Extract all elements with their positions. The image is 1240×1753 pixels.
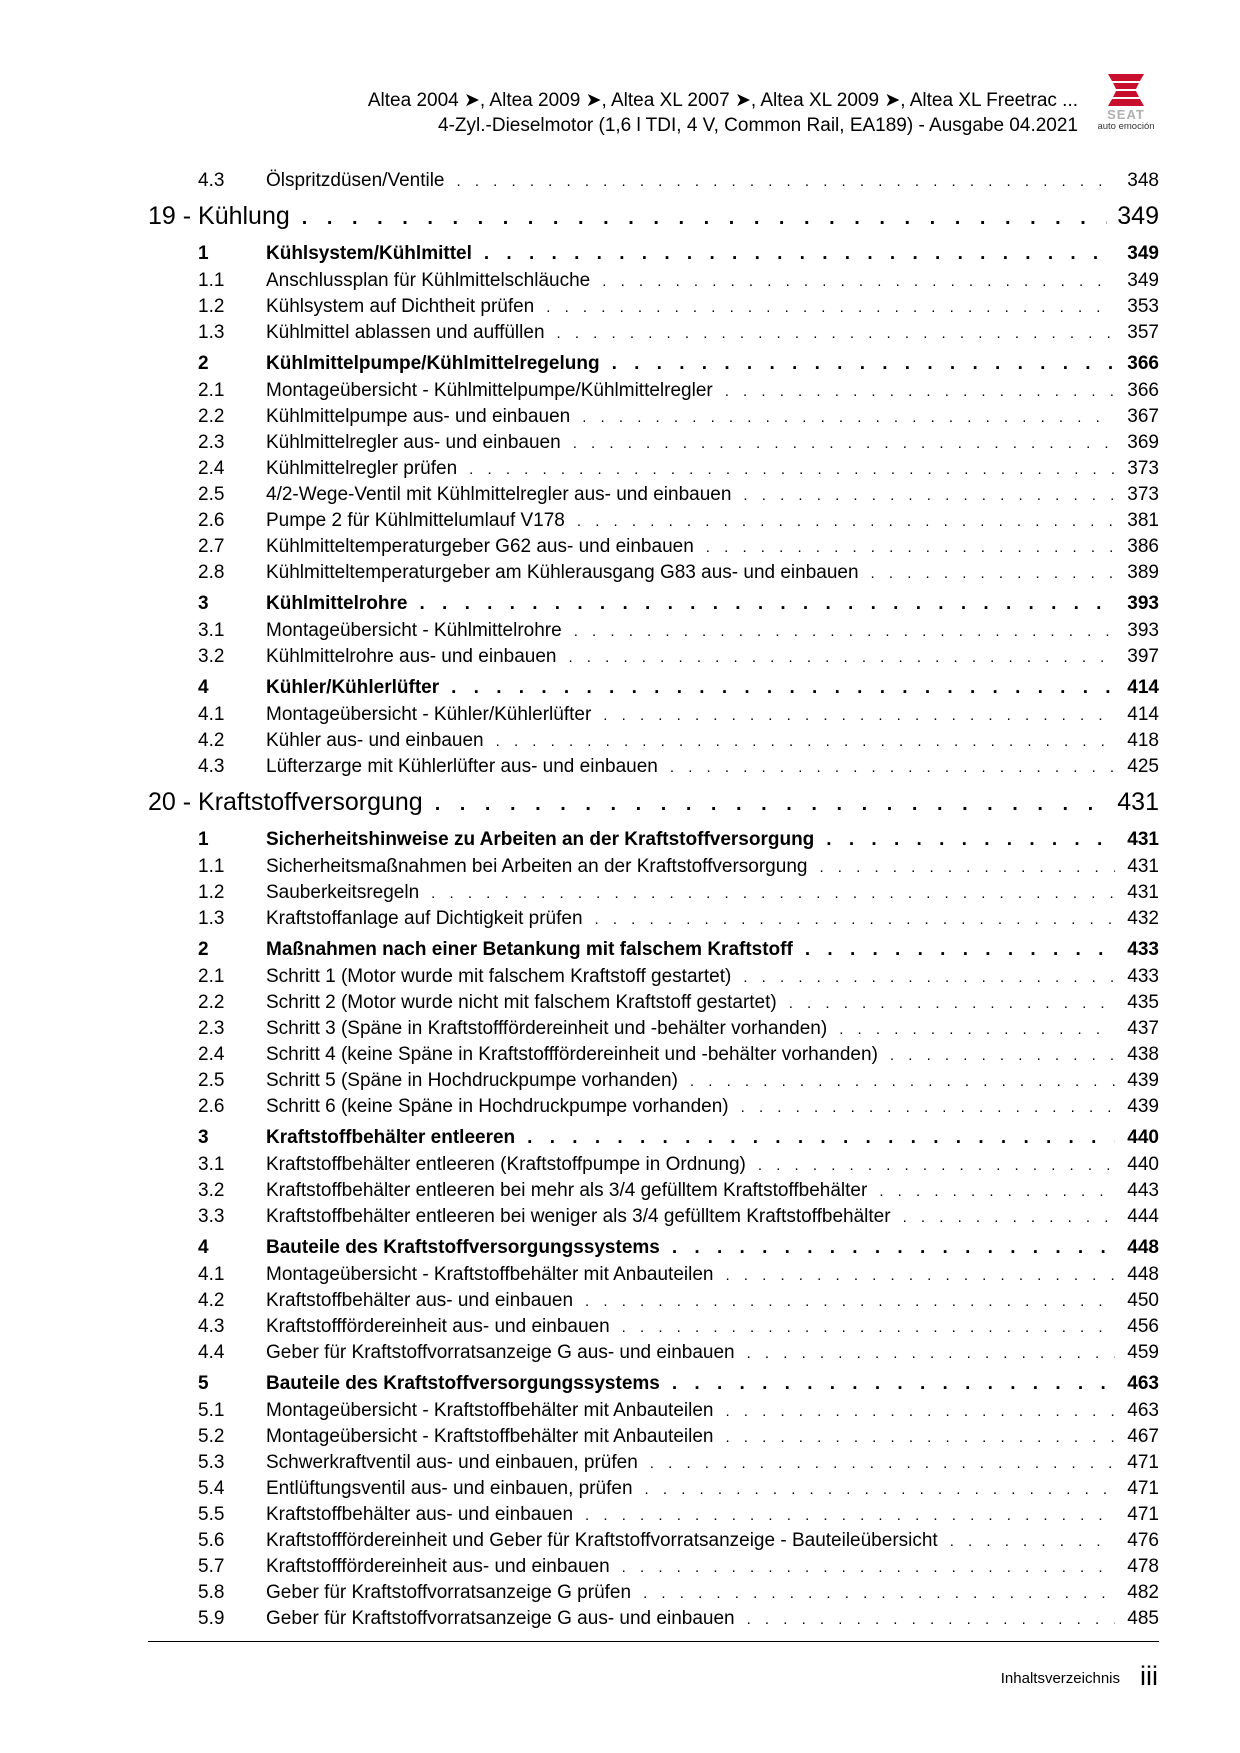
toc-chapter[interactable]: [148, 788, 1159, 824]
toc-entry[interactable]: [148, 406, 1159, 432]
dot-leader: [690, 1073, 1115, 1090]
toc-entry[interactable]: [148, 908, 1159, 934]
toc-entry-page: 444: [1127, 1206, 1159, 1227]
toc-entry[interactable]: [148, 1154, 1159, 1180]
toc-entry-page: 456: [1127, 1316, 1159, 1337]
dot-leader: [819, 859, 1115, 876]
toc-entry-page: 450: [1127, 1290, 1159, 1311]
toc-entry-title: Montageübersicht - Kühlmittelrohre: [266, 620, 562, 641]
toc-entry-number: 1.3: [198, 322, 225, 343]
toc-entry-page: 463: [1127, 1400, 1159, 1421]
toc-entry-title: Schritt 3 (Späne in Kraftstofffördereinheit und -behälter vorhanden): [266, 1018, 828, 1039]
dot-leader: [747, 1611, 1115, 1628]
dot-leader: [706, 539, 1115, 556]
toc-entry-page: 349: [1117, 202, 1159, 230]
toc-entry-number: 5.3: [198, 1452, 225, 1473]
dot-leader: [302, 207, 1108, 230]
toc-entry-title: Montageübersicht - Kühlmittelpumpe/Kühlmittelregler: [266, 380, 713, 401]
seat-logo-icon: [1094, 72, 1158, 108]
toc-section[interactable]: [148, 677, 1159, 704]
dot-leader: [577, 513, 1115, 530]
toc-entry[interactable]: [148, 270, 1159, 296]
toc-entry-title: Kühlmittelregler aus- und einbauen: [266, 432, 561, 453]
toc-entry-page: 471: [1127, 1504, 1159, 1525]
toc-entry-title: Kühlmittelrohre: [266, 593, 408, 614]
dot-leader: [595, 911, 1115, 928]
toc-entry-number: 4.2: [198, 730, 225, 751]
toc-entry-title: 4/2-Wege-Ventil mit Kühlmittelregler aus- und einbauen: [266, 484, 732, 505]
toc-entry-title: Kühlmitteltemperaturgeber am Kühlerausgang G83 aus- und einbauen: [266, 562, 859, 583]
toc-entry-title: Geber für Kraftstoffvorratsanzeige G prüfen: [266, 1582, 632, 1603]
toc-entry-number: 3.2: [198, 1180, 225, 1201]
toc-entry[interactable]: [148, 380, 1159, 406]
toc-entry-number: 2.2: [198, 406, 225, 427]
toc-entry-number: 2.3: [198, 432, 225, 453]
toc-entry-number: 3: [198, 593, 209, 614]
dot-leader: [585, 1293, 1115, 1310]
toc-entry[interactable]: [148, 1426, 1159, 1452]
toc-entry-title: Kraftstoffanlage auf Dichtigkeit prüfen: [266, 908, 583, 929]
toc-entry-title: Montageübersicht - Kraftstoffbehälter mit Anbauteilen: [266, 1400, 714, 1421]
toc-entry[interactable]: [148, 1070, 1159, 1096]
toc-entry-number: 2.6: [198, 510, 225, 531]
toc-entry-number: 5.2: [198, 1426, 225, 1447]
toc-entry[interactable]: [148, 646, 1159, 672]
toc-entry-title: Schritt 2 (Motor wurde nicht mit falschem Kraftstoff gestartet): [266, 992, 777, 1013]
toc-entry[interactable]: [148, 322, 1159, 348]
toc-entry-page: 437: [1127, 1018, 1159, 1039]
dot-leader: [890, 1047, 1115, 1064]
toc-entry-title: Schritt 1 (Motor wurde mit falschem Kraftstoff gestartet): [266, 966, 732, 987]
dot-leader: [622, 1319, 1115, 1336]
toc-entry-number: 2.5: [198, 484, 225, 505]
dot-leader: [743, 969, 1115, 986]
dot-leader: [612, 353, 1115, 375]
dot-leader: [574, 623, 1115, 640]
toc-entry-page: 386: [1127, 536, 1159, 557]
dot-leader: [725, 1429, 1115, 1446]
toc-entry[interactable]: [148, 1452, 1159, 1478]
header-line-2: 4-Zyl.-Dieselmotor (1,6 l TDI, 4 V, Common Rail, EA189) - Ausgabe 04.2021: [438, 115, 1078, 136]
toc-entry-title: Kraftstoffbehälter entleeren bei mehr als 3/4 gefülltem Kraftstoffbehälter: [266, 1180, 868, 1201]
toc-entry-number: 1.1: [198, 270, 225, 291]
toc-entry-number: 1.2: [198, 296, 225, 317]
toc-entry-title: Pumpe 2 für Kühlmittelumlauf V178: [266, 510, 565, 531]
toc-entry-number: 2.5: [198, 1070, 225, 1091]
toc-section[interactable]: [148, 243, 1159, 270]
toc-entry-page: 369: [1127, 432, 1159, 453]
toc-entry[interactable]: [148, 1290, 1159, 1316]
dot-leader: [527, 1127, 1115, 1149]
toc-entry-number: 2.4: [198, 1044, 225, 1065]
toc-entry-page: 414: [1127, 704, 1159, 725]
toc-entry-number: 2: [198, 353, 209, 374]
toc-entry-title: Schritt 5 (Späne in Hochdruckpumpe vorhanden): [266, 1070, 678, 1091]
toc-entry-page: 389: [1127, 562, 1159, 583]
toc-entry-title: Kraftstoffbehälter aus- und einbauen: [266, 1290, 574, 1311]
toc-entry-page: 393: [1127, 593, 1159, 614]
toc-entry-number: 2.3: [198, 1018, 225, 1039]
dot-leader: [568, 649, 1115, 666]
toc-entry-page: 381: [1127, 510, 1159, 531]
toc-entry[interactable]: [148, 1342, 1159, 1368]
toc-entry-page: 431: [1127, 882, 1159, 903]
dot-leader: [650, 1455, 1115, 1472]
toc-entry-page: 463: [1127, 1373, 1159, 1394]
toc-entry-page: 467: [1127, 1426, 1159, 1447]
toc-entry-page: 439: [1127, 1096, 1159, 1117]
header-text: [368, 88, 1078, 138]
toc-entry-number: 2.4: [198, 458, 225, 479]
toc-entry-number: 3: [198, 1127, 209, 1148]
toc-entry-title: Kraftstoffbehälter entleeren (Kraftstoffpumpe in Ordnung): [266, 1154, 746, 1175]
page-header: [0, 62, 1240, 142]
toc-entry[interactable]: [148, 856, 1159, 882]
toc-entry-title: Kraftstoffbehälter entleeren bei weniger als 3/4 gefülltem Kraftstoffbehälter: [266, 1206, 891, 1227]
dot-leader: [725, 383, 1115, 400]
toc-entry-page: 348: [1127, 170, 1159, 191]
toc-entry-title: Kühler/Kühlerlüfter: [266, 677, 440, 698]
toc-entry-page: 397: [1127, 646, 1159, 667]
toc-entry[interactable]: [148, 458, 1159, 484]
toc-entry-title: Kühlmittelregler prüfen: [266, 458, 458, 479]
dot-leader: [435, 793, 1108, 816]
toc-entry-number: 5.1: [198, 1400, 225, 1421]
toc-entry-page: 433: [1127, 939, 1159, 960]
toc-entry-page: 432: [1127, 908, 1159, 929]
toc-entry-number: 1.2: [198, 882, 225, 903]
dot-leader: [557, 325, 1115, 342]
toc-entry-title: Kühlmittelpumpe aus- und einbauen: [266, 406, 571, 427]
toc-section[interactable]: [148, 1127, 1159, 1154]
toc-entry[interactable]: [148, 756, 1159, 782]
toc-entry-number: 1: [198, 829, 209, 850]
toc-entry-page: 366: [1127, 353, 1159, 374]
toc-entry[interactable]: [148, 296, 1159, 322]
dot-leader: [871, 565, 1115, 582]
toc-entry-title: 20 - Kraftstoffversorgung: [148, 788, 423, 816]
toc-entry-page: 438: [1127, 1044, 1159, 1065]
dot-leader: [839, 1021, 1115, 1038]
dot-leader: [602, 273, 1115, 290]
toc-entry-title: Montageübersicht - Kühler/Kühlerlüfter: [266, 704, 592, 725]
toc-entry-title: Lüfterzarge mit Kühlerlüfter aus- und einbauen: [266, 756, 658, 777]
toc-entry-number: 2.6: [198, 1096, 225, 1117]
toc-entry[interactable]: [148, 1582, 1159, 1608]
toc-entry-page: 440: [1127, 1127, 1159, 1148]
toc-entry[interactable]: [148, 1400, 1159, 1426]
dot-leader: [725, 1267, 1115, 1284]
toc-entry-number: 2: [198, 939, 209, 960]
toc-entry[interactable]: [148, 966, 1159, 992]
toc-entry-number: 4.3: [198, 170, 225, 191]
toc-entry-title: Bauteile des Kraftstoffversorgungssystems: [266, 1373, 660, 1394]
toc-entry[interactable]: [148, 1556, 1159, 1582]
toc-entry-title: Sauberkeitsregeln: [266, 882, 420, 903]
toc-entry-page: 431: [1127, 856, 1159, 877]
toc-entry[interactable]: [148, 510, 1159, 536]
toc-entry-page: 448: [1127, 1264, 1159, 1285]
dot-leader: [496, 733, 1115, 750]
toc-entry-title: Montageübersicht - Kraftstoffbehälter mit Anbauteilen: [266, 1264, 714, 1285]
toc-entry[interactable]: [148, 1316, 1159, 1342]
toc-entry-title: Kühlsystem/Kühlmittel: [266, 243, 472, 264]
toc-entry-page: 439: [1127, 1070, 1159, 1091]
dot-leader: [582, 409, 1115, 426]
toc-entry[interactable]: [148, 1206, 1159, 1232]
header-line-1: Altea 2004 ➤, Altea 2009 ➤, Altea XL 2007 ➤, Altea XL 2009 ➤, Altea XL Freetrac ...: [367, 90, 1078, 111]
toc-entry-title: Anschlussplan für Kühlmittelschläuche: [266, 270, 591, 291]
toc-entry-page: 448: [1127, 1237, 1159, 1258]
toc-entry-title: Kühlmittelpumpe/Kühlmittelregelung: [266, 353, 600, 374]
table-of-contents: [148, 170, 1159, 1634]
toc-entry-page: 478: [1127, 1556, 1159, 1577]
toc-entry-number: 3.3: [198, 1206, 225, 1227]
toc-entry-number: 4.3: [198, 1316, 225, 1337]
toc-entry-title: Geber für Kraftstoffvorratsanzeige G aus- und einbauen: [266, 1608, 735, 1629]
toc-entry-title: Kühler aus- und einbauen: [266, 730, 484, 751]
dot-leader: [469, 461, 1115, 478]
toc-entry-number: 4.2: [198, 1290, 225, 1311]
dot-leader: [725, 1403, 1115, 1420]
toc-entry-title: Bauteile des Kraftstoffversorgungssystems: [266, 1237, 660, 1258]
toc-entry-page: 366: [1127, 380, 1159, 401]
toc-entry[interactable]: [148, 730, 1159, 756]
toc-entry-title: Maßnahmen nach einer Betankung mit falschem Kraftstoff: [266, 939, 793, 960]
toc-entry-number: 1: [198, 243, 209, 264]
toc-entry-page: 357: [1127, 322, 1159, 343]
toc-section[interactable]: [148, 939, 1159, 966]
toc-entry-title: Kühlmitteltemperaturgeber G62 aus- und einbauen: [266, 536, 694, 557]
toc-entry-page: 425: [1127, 756, 1159, 777]
toc-entry-number: 4.1: [198, 1264, 225, 1285]
toc-entry-number: 5.4: [198, 1478, 225, 1499]
toc-entry-number: 2.7: [198, 536, 225, 557]
dot-leader: [419, 593, 1115, 615]
toc-entry-number: 3.2: [198, 646, 225, 667]
toc-entry-title: Montageübersicht - Kraftstoffbehälter mit Anbauteilen: [266, 1426, 714, 1447]
toc-entry-number: 2.2: [198, 992, 225, 1013]
toc-entry-page: 435: [1127, 992, 1159, 1013]
toc-entry[interactable]: [148, 1180, 1159, 1206]
toc-entry-title: Kühlsystem auf Dichtheit prüfen: [266, 296, 535, 317]
dot-leader: [805, 939, 1115, 961]
toc-entry-number: 5.9: [198, 1608, 225, 1629]
dot-leader: [573, 435, 1115, 452]
toc-entry-number: 5.8: [198, 1582, 225, 1603]
toc-entry-title: Schwerkraftventil aus- und einbauen, prüfen: [266, 1452, 638, 1473]
toc-entry-number: 5.6: [198, 1530, 225, 1551]
dot-leader: [451, 677, 1115, 699]
dot-leader: [743, 487, 1115, 504]
toc-entry-title: Kühlmittelrohre aus- und einbauen: [266, 646, 557, 667]
dot-leader: [603, 707, 1115, 724]
toc-entry-page: 485: [1127, 1608, 1159, 1629]
toc-entry-title: Ölspritzdüsen/Ventile: [266, 170, 445, 191]
dot-leader: [950, 1533, 1115, 1550]
toc-entry-page: 471: [1127, 1452, 1159, 1473]
dot-leader: [789, 995, 1115, 1012]
dot-leader: [741, 1099, 1115, 1116]
toc-entry-number: 5.5: [198, 1504, 225, 1525]
toc-entry-page: 353: [1127, 296, 1159, 317]
toc-section[interactable]: [148, 353, 1159, 380]
toc-entry-number: 2.8: [198, 562, 225, 583]
toc-entry-page: 476: [1127, 1530, 1159, 1551]
toc-entry-number: 4.3: [198, 756, 225, 777]
toc-entry-title: Kraftstofffördereinheit aus- und einbauen: [266, 1556, 610, 1577]
toc-entry[interactable]: [148, 704, 1159, 730]
toc-entry[interactable]: [148, 1044, 1159, 1070]
toc-entry-page: 433: [1127, 966, 1159, 987]
toc-entry-title: Kraftstofffördereinheit und Geber für Kraftstoffvorratsanzeige - Bauteileübersicht: [266, 1530, 938, 1551]
toc-entry[interactable]: [148, 1608, 1159, 1634]
footer-page-number: iii: [1140, 1661, 1158, 1691]
toc-entry-page: 459: [1127, 1342, 1159, 1363]
toc-entry[interactable]: [148, 1504, 1159, 1530]
toc-entry-number: 4.4: [198, 1342, 225, 1363]
toc-entry-title: Geber für Kraftstoffvorratsanzeige G aus- und einbauen: [266, 1342, 735, 1363]
toc-entry-title: Sicherheitshinweise zu Arbeiten an der Kraftstoffversorgung: [266, 829, 815, 850]
toc-entry-title: Schritt 6 (keine Späne in Hochdruckpumpe vorhanden): [266, 1096, 729, 1117]
toc-entry-number: 2.1: [198, 380, 225, 401]
toc-entry[interactable]: [148, 882, 1159, 908]
toc-entry-title: Kühlmittel ablassen und auffüllen: [266, 322, 545, 343]
toc-entry[interactable]: [148, 620, 1159, 646]
toc-entry-number: 4.1: [198, 704, 225, 725]
seat-logo: [1094, 72, 1158, 132]
dot-leader: [457, 173, 1116, 190]
dot-leader: [903, 1209, 1115, 1226]
toc-entry-title: Kraftstoffbehälter aus- und einbauen: [266, 1504, 574, 1525]
dot-leader: [431, 885, 1115, 902]
toc-entry-page: 440: [1127, 1154, 1159, 1175]
toc-section[interactable]: [148, 829, 1159, 856]
toc-entry-page: 471: [1127, 1478, 1159, 1499]
dot-leader: [622, 1559, 1115, 1576]
toc-entry-page: 482: [1127, 1582, 1159, 1603]
toc-entry[interactable]: [148, 1264, 1159, 1290]
toc-entry[interactable]: [148, 432, 1159, 458]
toc-section[interactable]: [148, 593, 1159, 620]
toc-entry[interactable]: [148, 170, 1159, 196]
dot-leader: [484, 243, 1115, 265]
toc-entry-title: 19 - Kühlung: [148, 202, 290, 230]
toc-entry-title: Sicherheitsmaßnahmen bei Arbeiten an der Kraftstoffversorgung: [266, 856, 808, 877]
toc-entry[interactable]: [148, 992, 1159, 1018]
toc-entry-page: 431: [1117, 788, 1159, 816]
toc-section[interactable]: [148, 1237, 1159, 1264]
toc-entry-title: Kraftstoffbehälter entleeren: [266, 1127, 516, 1148]
toc-entry-number: 5.7: [198, 1556, 225, 1577]
toc-entry-page: 367: [1127, 406, 1159, 427]
toc-entry-number: 3.1: [198, 620, 225, 641]
dot-leader: [826, 829, 1115, 851]
dot-leader: [672, 1237, 1115, 1259]
toc-entry-page: 414: [1127, 677, 1159, 698]
toc-entry[interactable]: [148, 1478, 1159, 1504]
toc-entry-page: 443: [1127, 1180, 1159, 1201]
toc-entry-number: 2.1: [198, 966, 225, 987]
toc-entry-title: Schritt 4 (keine Späne in Kraftstofffördereinheit und -behälter vorhanden): [266, 1044, 878, 1065]
toc-entry[interactable]: [148, 562, 1159, 588]
dot-leader: [879, 1183, 1115, 1200]
toc-entry[interactable]: [148, 1018, 1159, 1044]
toc-entry-number: 1.1: [198, 856, 225, 877]
toc-chapter[interactable]: [148, 202, 1159, 238]
toc-entry[interactable]: [148, 536, 1159, 562]
dot-leader: [670, 759, 1115, 776]
toc-section[interactable]: [148, 1373, 1159, 1400]
toc-entry[interactable]: [148, 484, 1159, 510]
toc-entry-number: 5: [198, 1373, 209, 1394]
toc-entry-page: 418: [1127, 730, 1159, 751]
dot-leader: [747, 1345, 1115, 1362]
dot-leader: [546, 299, 1115, 316]
toc-entry[interactable]: [148, 1530, 1159, 1556]
toc-entry-page: 349: [1127, 270, 1159, 291]
toc-entry-page: 393: [1127, 620, 1159, 641]
toc-entry-page: 431: [1127, 829, 1159, 850]
toc-entry-page: 373: [1127, 484, 1159, 505]
toc-entry-number: 4: [198, 677, 209, 698]
dot-leader: [643, 1585, 1115, 1602]
toc-entry-title: Entlüftungsventil aus- und einbauen, prüfen: [266, 1478, 633, 1499]
dot-leader: [585, 1507, 1115, 1524]
toc-entry-number: 3.1: [198, 1154, 225, 1175]
toc-entry-page: 373: [1127, 458, 1159, 479]
footer-divider: [148, 1641, 1159, 1642]
footer-label: Inhaltsverzeichnis: [1000, 1670, 1120, 1687]
dot-leader: [645, 1481, 1115, 1498]
toc-entry-page: 349: [1127, 243, 1159, 264]
dot-leader: [758, 1157, 1115, 1174]
logo-brand: SEAT: [1107, 107, 1145, 122]
toc-entry-number: 1.3: [198, 908, 225, 929]
toc-entry-title: Kraftstofffördereinheit aus- und einbauen: [266, 1316, 610, 1337]
logo-tagline: auto emoción: [1097, 121, 1155, 132]
dot-leader: [672, 1373, 1115, 1395]
toc-entry-number: 4: [198, 1237, 209, 1258]
toc-entry[interactable]: [148, 1096, 1159, 1122]
